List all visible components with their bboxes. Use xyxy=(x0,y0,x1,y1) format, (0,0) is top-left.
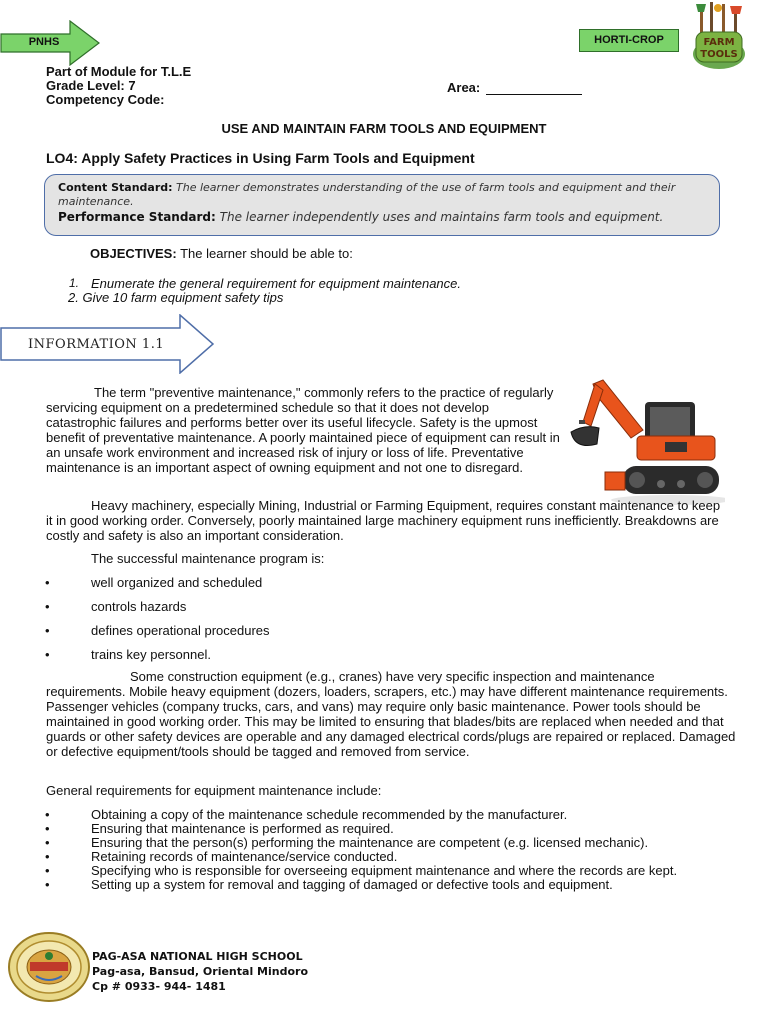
learning-outcome-title: LO4: Apply Safety Practices in Using Farm Tools and Equipment xyxy=(46,150,475,166)
logo-text-farm: FARM xyxy=(703,37,735,48)
performance-standard-text: The learner independently uses and maintains farm tools and equipment. xyxy=(219,210,664,224)
area-label: Area: xyxy=(447,80,481,95)
objective-1: Enumerate the general requirement for equipment maintenance. xyxy=(91,276,461,291)
paragraph-requirements-intro: General requirements for equipment maintenance include: xyxy=(46,783,382,798)
paragraph-preventive-maintenance: The term "preventive maintenance," commonly refers to the practice of regularly servicing equipment on a predetermined schedule so that it does not develop catastrophic failures and performs better over its useful lifecycle. Safety is the upmost benefit of preventative maintenance. A poorly maintained piece of equipment can result in an unsafe work environment and increased risk of injury or loss of life. Preventative maintenance is an important aspect of owning equipment and not one to disregard. xyxy=(46,385,560,475)
requirement-item: Obtaining a copy of the maintenance schedule recommended by the manufacturer. xyxy=(91,807,568,822)
bullet-marker: • xyxy=(45,647,50,662)
objective-2: 2. Give 10 farm equipment safety tips xyxy=(68,290,284,305)
program-item: controls hazards xyxy=(91,599,187,614)
bullet-marker: • xyxy=(45,863,50,878)
horti-crop-tag: HORTI-CROP xyxy=(579,29,679,52)
bullet-marker: • xyxy=(45,835,50,850)
grade-level: Grade Level: 7 xyxy=(46,78,136,93)
bullet-marker: • xyxy=(45,575,50,590)
footer-address: Pag-asa, Bansud, Oriental Mindoro xyxy=(92,965,309,978)
information-banner-label: INFORMATION 1.1 xyxy=(28,337,165,352)
paragraph-construction-equipment: Some construction equipment (e.g., cranes) have very specific inspection and maintenance requirements. Mobile heavy equipment (dozers, loaders, scrapers, etc.) may have different maintenance requirements. Passenger vehicles (company trucks, cars, and vans) may require only basic maintenance. Power tools should be maintained in good working order. This may be limited to ensuring that blades/bits are replaced when needed and that guards or other safety devices are operable and any damaged electrical cords/plugs are repaired or replaced. Damaged or defective equipment/tools should be tagged and removed from service. xyxy=(46,669,736,759)
area-blank-line xyxy=(486,82,582,95)
program-item: defines operational procedures xyxy=(91,623,270,638)
requirement-item: Specifying who is responsible for overseeing equipment maintenance and where the records are kept. xyxy=(91,863,678,878)
requirement-item: Setting up a system for removal and tagging of damaged or defective tools and equipment. xyxy=(91,877,613,892)
farm-tools-logo xyxy=(686,2,752,72)
requirement-item: Ensuring that the person(s) performing the maintenance are competent (e.g. licensed mechanic). xyxy=(91,835,649,850)
page-title: USE AND MAINTAIN FARM TOOLS AND EQUIPMENT xyxy=(221,121,547,136)
bullet-marker: • xyxy=(45,623,50,638)
paragraph-heavy-machinery: Heavy machinery, especially Mining, Industrial or Farming Equipment, requires constant maintenance to keep it in good working order. Conversely, poorly maintained large machinery equipment runs inefficiently. Breakdowns are costly and safety is also an important consideration. xyxy=(46,498,721,543)
performance-standard xyxy=(58,210,718,224)
program-item: trains key personnel. xyxy=(91,647,211,662)
content-standard-label: Content Standard: xyxy=(58,181,173,194)
requirement-item: Retaining records of maintenance/service conducted. xyxy=(91,849,398,864)
requirement-item: Ensuring that maintenance is performed as required. xyxy=(91,821,394,836)
bullet-marker: • xyxy=(45,821,50,836)
area-field xyxy=(447,80,582,95)
standards-box xyxy=(44,174,720,236)
school-seal-logo xyxy=(8,932,90,1002)
bullet-marker: • xyxy=(45,877,50,892)
competency-code: Competency Code: xyxy=(46,92,165,107)
footer-school-name: PAG-ASA NATIONAL HIGH SCHOOL xyxy=(92,950,303,963)
content-standard xyxy=(58,181,708,209)
part-of-module: Part of Module for T.L.E xyxy=(46,64,192,79)
bullet-marker: • xyxy=(45,599,50,614)
content-standard-text: The learner demonstrates understanding of the use of farm tools and equipment and their maintenance. xyxy=(58,181,676,208)
objectives-heading xyxy=(90,246,353,261)
bullet-marker: • xyxy=(45,849,50,864)
objective-1-number: 1. xyxy=(69,276,80,290)
footer-phone: Cp # 0933- 944- 1481 xyxy=(92,980,226,993)
program-item: well organized and scheduled xyxy=(91,575,263,590)
pnhs-tag: PNHS xyxy=(28,36,60,48)
objectives-intro: The learner should be able to: xyxy=(180,246,353,261)
bullet-marker: • xyxy=(45,807,50,822)
paragraph-program-intro: The successful maintenance program is: xyxy=(91,551,325,566)
objectives-label: OBJECTIVES: xyxy=(90,246,177,261)
performance-standard-label: Performance Standard: xyxy=(58,210,216,224)
excavator-image xyxy=(565,372,725,512)
logo-text-tools: TOOLS xyxy=(700,49,738,60)
